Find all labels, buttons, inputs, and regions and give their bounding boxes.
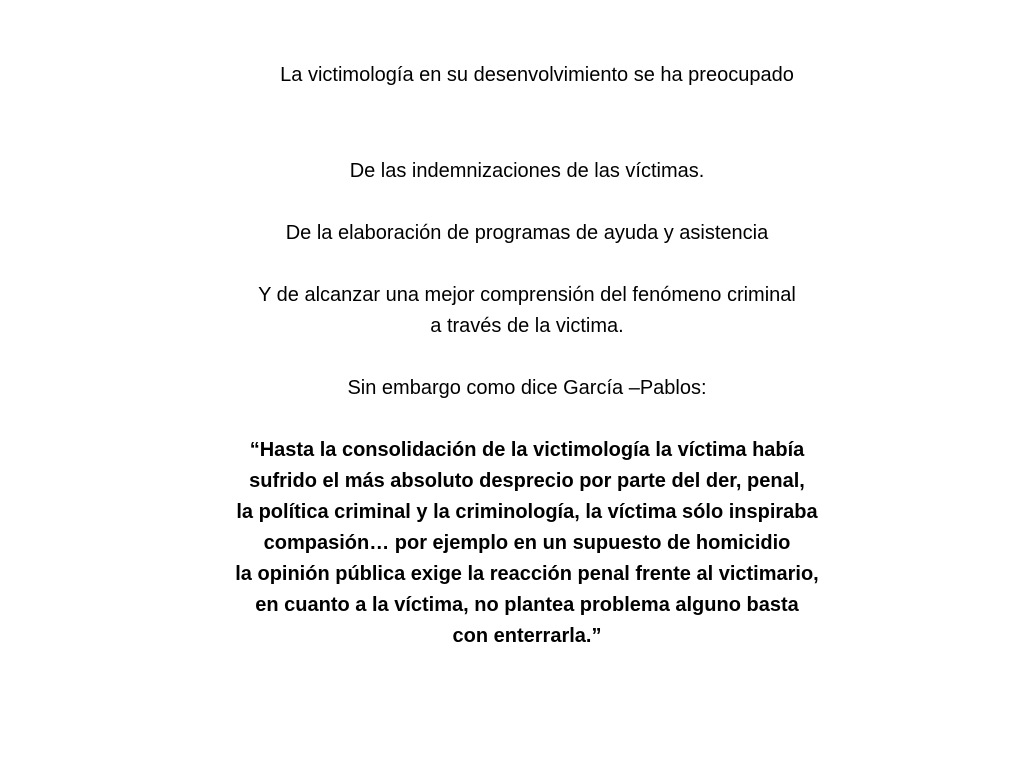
paragraph-line: a través de la victima. (430, 315, 624, 337)
quote-line: la opinión pública exige la reacción penal frente al victimario, (235, 563, 819, 585)
quote-line: compasión… por ejemplo en un supuesto de homicidio (263, 532, 791, 554)
paragraph-line: De las indemnizaciones de las víctimas. (349, 160, 705, 182)
paragraph-comprension (0, 280, 1024, 342)
quote-line: la política criminal y la criminología, la víctima sólo inspiraba (236, 501, 818, 523)
slide-body (0, 156, 1024, 652)
slide-heading: La victimología en su desenvolvimiento se ha preocupado (280, 64, 794, 86)
quote-line: con enterrarla.” (452, 625, 602, 647)
paragraph-garcia-pablos (0, 373, 1024, 404)
paragraph-line: Y de alcanzar una mejor comprensión del fenómeno criminal (258, 284, 796, 306)
quote-line: en cuanto a la víctima, no plantea problema alguno basta (255, 594, 799, 616)
quote-line: “Hasta la consolidación de la victimología la víctima había (249, 439, 805, 461)
paragraph-indemnizaciones (0, 156, 1024, 187)
paragraph-programas (0, 218, 1024, 249)
quote-block (0, 435, 1024, 652)
quote-line: sufrido el más absoluto desprecio por parte del der, penal, (249, 470, 805, 492)
paragraph-line: De la elaboración de programas de ayuda y asistencia (285, 222, 769, 244)
paragraph-line: Sin embargo como dice García –Pablos: (347, 377, 707, 399)
